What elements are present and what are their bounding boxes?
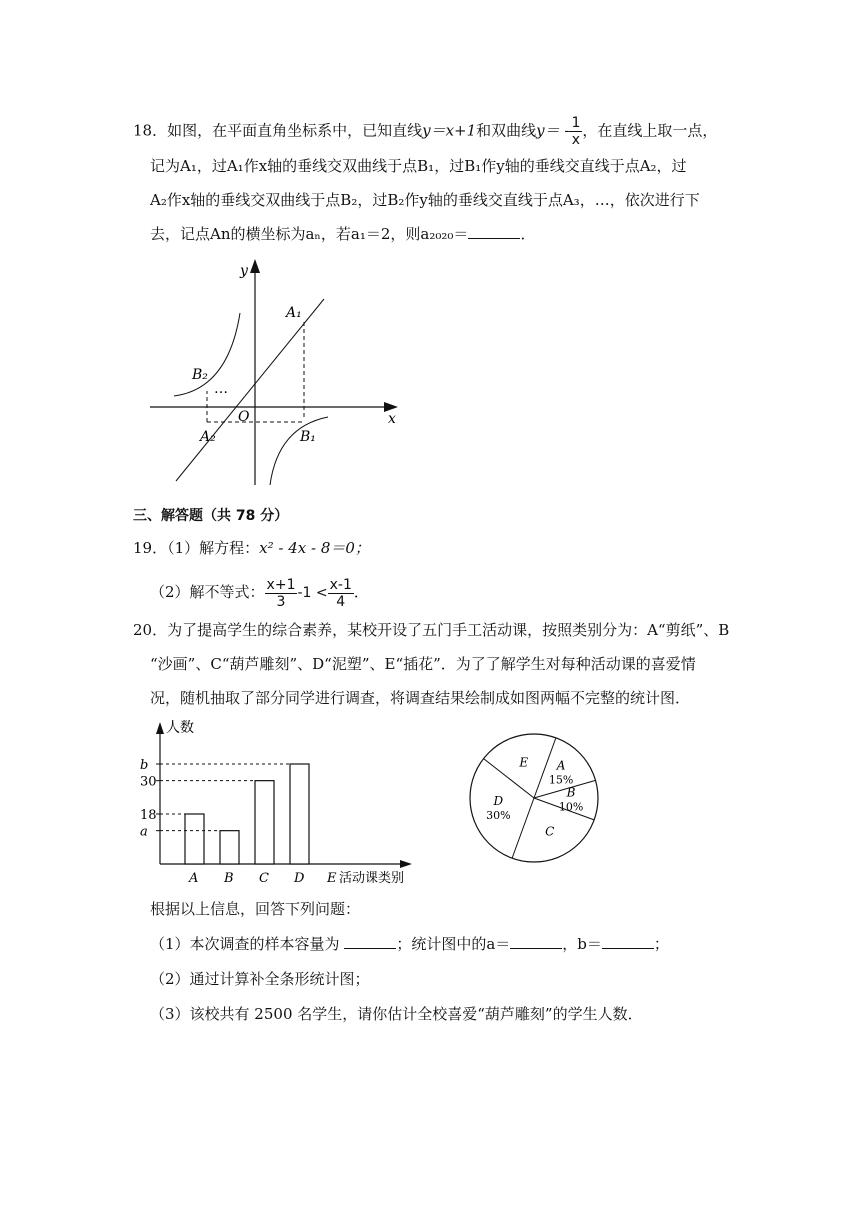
line-y-x-plus-1 bbox=[176, 299, 324, 481]
ellipsis-dots: … bbox=[214, 381, 228, 397]
q18-number: 18． bbox=[133, 121, 168, 140]
bar-A bbox=[185, 814, 204, 864]
bar-x-axis-label: 活动课类别 bbox=[339, 871, 405, 886]
bar-y-axis-arrow bbox=[156, 722, 164, 734]
sample-size-blank[interactable] bbox=[344, 934, 396, 949]
bar-category-label-B: B bbox=[224, 871, 234, 886]
answer-blank[interactable] bbox=[468, 224, 520, 239]
bar-y-tick-label: 18 bbox=[140, 808, 157, 823]
pie-slice-label-E: E bbox=[519, 755, 529, 770]
point-a2-label: A₂ bbox=[200, 429, 216, 445]
q20-sub1: （1）本次调查的样本容量为 ；统计图中的a＝ ，b＝ ； bbox=[150, 935, 669, 953]
q19-number: 19． bbox=[133, 539, 168, 557]
pie-slice-label-C: C bbox=[545, 824, 555, 839]
y-axis-label: y bbox=[240, 263, 248, 279]
b-value-blank[interactable] bbox=[602, 934, 654, 949]
bar-D bbox=[290, 764, 309, 864]
fraction-x-plus-1-over-3: $\frac{x+1}{3}$ bbox=[266, 576, 296, 610]
a-value-blank[interactable] bbox=[510, 934, 562, 949]
q20-sub2: （2）通过计算补全条形统计图； bbox=[150, 970, 370, 988]
bar-B bbox=[220, 831, 239, 864]
hyperbola-upper-left bbox=[174, 313, 240, 396]
q20-line1: 20．为了提高学生的综合素养，某校开设了五门手工活动课，按照类别分为：A“剪纸”、B bbox=[133, 621, 730, 639]
bar-category-label-D: D bbox=[294, 871, 305, 886]
fraction-x-minus-1-over-4: $\frac{x-1}{4}$ bbox=[329, 576, 352, 610]
pie-slice-label-D: D bbox=[493, 794, 504, 809]
pie-slice-percent-D: 30% bbox=[486, 809, 511, 823]
q19-part1: 19．（1）解方程：x² - 4x - 8＝0； bbox=[133, 539, 370, 557]
point-b2-label: B₂ bbox=[192, 367, 208, 383]
bar-category-label-A: A bbox=[189, 871, 199, 886]
q20-sub3: （3）该校共有 2500 名学生，请你估计全校喜爱“葫芦雕刻”的学生人数． bbox=[150, 1005, 643, 1023]
fraction-one-over-x: $\frac{1}{x}$ bbox=[571, 115, 581, 148]
q20-intro: 根据以上信息，回答下列问题： bbox=[150, 900, 361, 918]
q18-line2: 记为A₁，过A₁作x轴的垂线交双曲线于点B₁，过B₁作y轴的垂线交直线于点A₂，过 bbox=[150, 157, 687, 175]
bar-x-axis-arrow bbox=[400, 860, 412, 868]
q20-line3: 况，随机抽取了部分同学进行调查，将调查结果绘制成如图两幅不完整的统计图． bbox=[150, 689, 691, 707]
y-axis-arrow bbox=[250, 259, 260, 273]
x-axis-label: x bbox=[388, 411, 396, 427]
section-title: 三、解答题（共 78 分） bbox=[133, 508, 289, 524]
q18-line4: 去，记点An的横坐标为aₙ，若a₁＝2，则a₂₀₂₀＝ ． bbox=[150, 225, 536, 243]
pie-slice-label-B: B bbox=[566, 785, 576, 800]
bar-category-label-C: C bbox=[259, 871, 269, 886]
bar-y-tick-label: a bbox=[140, 824, 148, 840]
hyperbola-lower-right bbox=[270, 417, 328, 485]
q18-graph bbox=[140, 255, 410, 490]
pie-slice-label-A: A bbox=[556, 758, 566, 773]
point-b1-label: B₁ bbox=[300, 429, 316, 445]
q19-part2: （2）解不等式： $\frac{x+1}{3}$ -1 < $\frac{x-1}{4}$ ． bbox=[150, 576, 369, 610]
bar-y-tick-label: 30 bbox=[140, 774, 157, 790]
bar-chart bbox=[140, 716, 430, 886]
bar-C bbox=[255, 781, 274, 864]
pie-slice-percent-B: 10% bbox=[558, 800, 584, 814]
q18-line1: 18．如图，在平面直角坐标系中，已知直线y＝x+1和双曲线y＝ - $\frac{1}{x}$ ，在直线上取一点， bbox=[133, 115, 718, 148]
q18-line3: A₂作x轴的垂线交双曲线于点B₂，过B₂作y轴的垂线交直线于点A₃，…，依次进行下 bbox=[150, 191, 700, 209]
q20-line2: “沙画”、C“葫芦雕刻”、D“泥塑”、E“插花”．为了了解学生对每种活动课的喜爱情 bbox=[150, 655, 696, 673]
q20-number: 20． bbox=[133, 621, 168, 639]
point-a1-label: A₁ bbox=[286, 305, 302, 321]
pie-slice-percent-A: 15% bbox=[548, 773, 574, 787]
origin-label: O bbox=[238, 409, 250, 425]
pie-chart bbox=[464, 728, 604, 868]
bar-category-label-E: E bbox=[327, 871, 337, 886]
bar-y-axis-label: 人数 bbox=[166, 720, 194, 736]
bar-y-tick-label: b bbox=[140, 758, 149, 773]
